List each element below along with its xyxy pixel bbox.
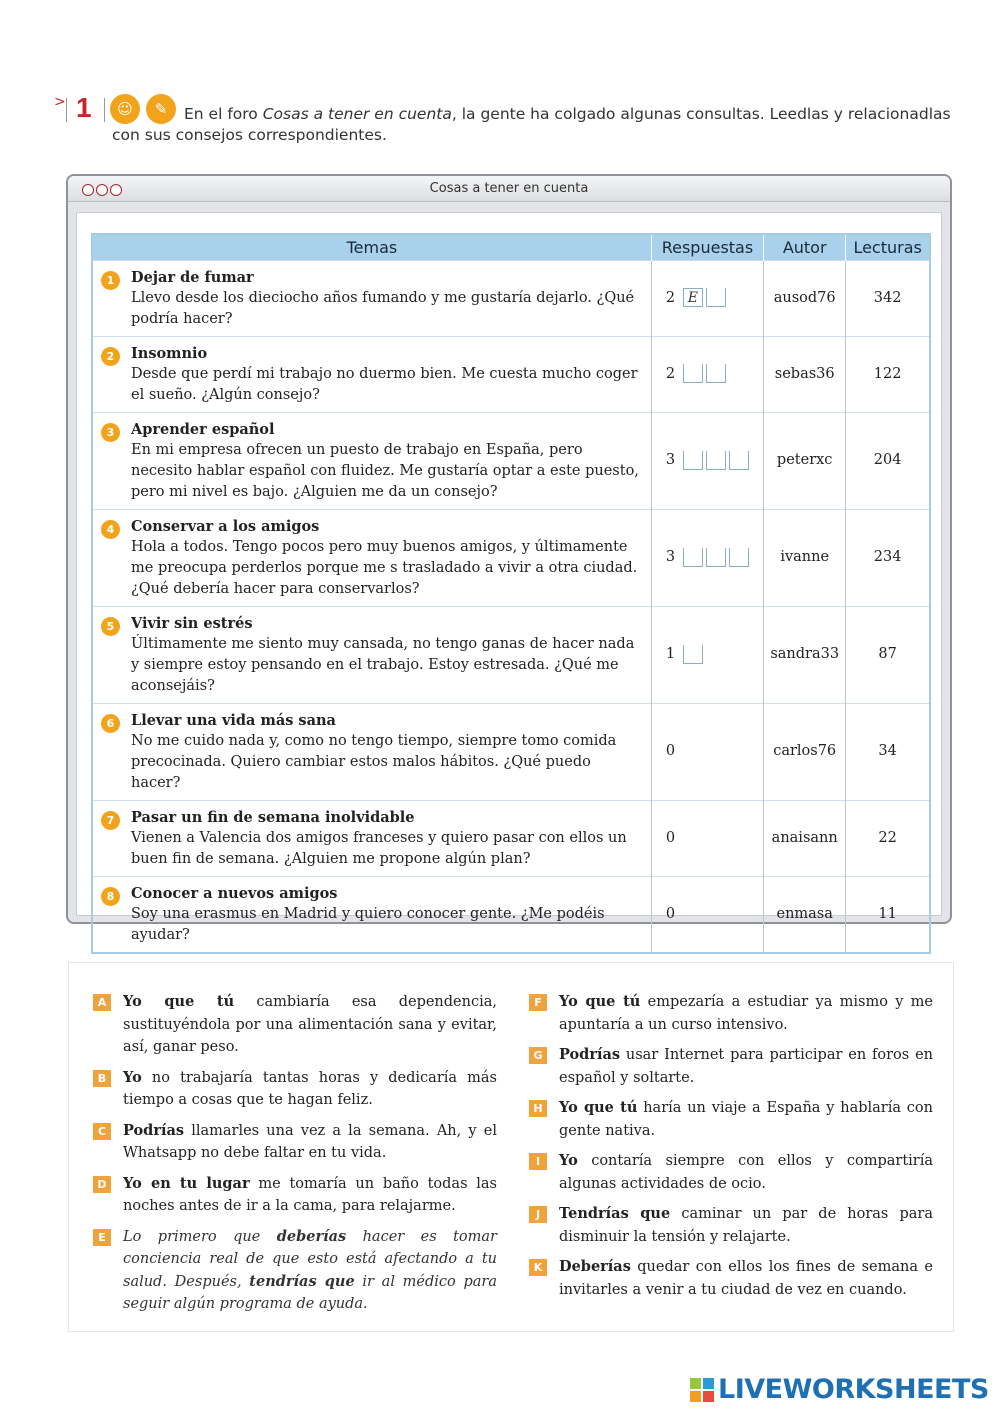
topic-body: Vienen a Valencia dos amigos franceses y quiero pasar con ellos un buen fin de semana. ¿Alguien me propone algún plan? <box>131 829 627 867</box>
pencil-icon: ✎ <box>146 94 176 124</box>
advice-text: no trabajaría tantas horas y dedicaría más tiempo a cosas que te hagan feliz. <box>123 1069 497 1108</box>
advice-text: hacer es tomar conciencia real de que esto está afectando a tu salud. Después, <box>123 1228 497 1290</box>
reads-cell: 87 <box>846 606 930 703</box>
topic-title: Insomnio <box>131 344 208 362</box>
advice-item <box>93 1067 497 1112</box>
forum-window <box>66 174 952 943</box>
answer-box[interactable] <box>683 645 703 664</box>
advice-letter-badge: A <box>93 994 111 1011</box>
answer-count: 0 <box>665 743 676 759</box>
liveworksheets-logo[interactable] <box>690 1374 990 1406</box>
advice-column-left <box>93 991 497 1324</box>
topic-number-badge: 8 <box>101 887 120 906</box>
advice-bold: Yo que tú <box>123 993 235 1010</box>
topic-cell <box>92 412 651 509</box>
header-topics: Temas <box>92 234 651 260</box>
advice-text: caminar un par de horas para disminuir la tensión y relajarte. <box>559 1206 933 1245</box>
table-row <box>92 509 930 606</box>
reads-cell: 22 <box>846 800 930 876</box>
advice-letter-badge: K <box>529 1259 547 1276</box>
advice-bold: Yo <box>123 1068 142 1086</box>
reads-cell: 11 <box>846 876 930 953</box>
header-author: Autor <box>764 234 846 260</box>
answers-cell <box>651 876 763 953</box>
answer-count: 2 <box>665 365 676 382</box>
topic-number-badge: 3 <box>101 423 120 442</box>
advice-letter-badge: J <box>529 1206 547 1223</box>
logo-text: LIVEWORKSHEETS <box>718 1374 989 1405</box>
topic-title: Llevar una vida más sana <box>131 711 336 729</box>
advice-example-item <box>93 1226 497 1316</box>
answer-box[interactable] <box>683 364 703 383</box>
advice-panel <box>68 962 954 1332</box>
topic-cell <box>92 509 651 606</box>
table-header-row <box>92 234 930 260</box>
author-cell: peterxc <box>764 412 846 509</box>
header-answers: Respuestas <box>651 234 763 260</box>
topic-body: Desde que perdí mi trabajo no duermo bien. Me cuesta mucho coger el sueño. ¿Algún consejo? <box>131 365 638 403</box>
answers-cell <box>651 703 763 800</box>
logo-mark-icon <box>690 1378 714 1402</box>
reads-cell: 342 <box>846 260 930 336</box>
advice-bold: Tendrías que <box>559 1205 671 1222</box>
table-row <box>92 412 930 509</box>
topic-body: Últimamente me siento muy cansada, no tengo ganas de hacer nada y siempre estoy pensando en el trabajo. Estoy estresada. ¿Qué me aconsejáis? <box>131 635 635 694</box>
answers-cell <box>651 412 763 509</box>
advice-letter-badge: F <box>529 994 547 1011</box>
exercise-header <box>54 92 964 152</box>
advice-letter-badge: H <box>529 1100 547 1117</box>
table-row <box>92 260 930 336</box>
advice-item <box>529 991 933 1036</box>
answer-box[interactable] <box>729 451 749 470</box>
advice-text: ir al médico para seguir algún programa de ayuda. <box>123 1273 497 1312</box>
forum-table <box>91 233 931 954</box>
advice-bold: Podrías <box>559 1046 621 1063</box>
answer-box[interactable]: E <box>683 288 703 307</box>
exercise-instruction: En el foro Cosas a tener en cuenta, la gente ha colgado algunas consultas. Leedlas y relacionadlas con sus consejos correspondientes. <box>112 105 951 144</box>
answer-box[interactable] <box>729 548 749 567</box>
reads-cell: 34 <box>846 703 930 800</box>
author-cell: enmasa <box>764 876 846 953</box>
advice-text: cambiaría esa dependencia, sustituyéndola por una alimentación sana y evitar, así, ganar peso. <box>123 994 497 1055</box>
reads-cell: 122 <box>846 336 930 412</box>
advice-item <box>529 1150 933 1195</box>
topic-number-badge: 6 <box>101 714 120 733</box>
table-row <box>92 703 930 800</box>
author-cell: sebas36 <box>764 336 846 412</box>
advice-letter-badge: I <box>529 1153 547 1170</box>
advice-text: quedar con ellos los fines de semana e invitarles a venir a tu ciudad de vez en cuando. <box>559 1259 933 1298</box>
table-row <box>92 800 930 876</box>
advice-item <box>93 991 497 1059</box>
advice-bold: Yo en tu lugar <box>123 1174 250 1192</box>
topic-body: No me cuido nada y, como no tengo tiempo, siempre tomo comida precocinada. Quiero cambiar estos malos hábitos. ¿Qué puedo hacer? <box>131 732 617 791</box>
header-reads: Lecturas <box>846 234 930 260</box>
topic-title: Conocer a nuevos amigos <box>131 884 338 902</box>
topic-title: Aprender español <box>131 420 275 438</box>
answer-count: 0 <box>665 905 676 922</box>
advice-item <box>93 1120 497 1165</box>
speak-icon: ☺ <box>110 94 140 124</box>
answer-count: 0 <box>665 829 676 846</box>
advice-letter-badge: B <box>93 1070 111 1087</box>
advice-item <box>529 1256 933 1301</box>
topic-number-badge: 4 <box>101 520 120 539</box>
topic-cell <box>92 260 651 336</box>
advice-letter-badge: G <box>529 1047 547 1064</box>
divider <box>66 98 67 122</box>
advice-bold: Deberías <box>559 1258 631 1275</box>
answer-count: 1 <box>665 646 676 662</box>
topic-cell <box>92 703 651 800</box>
author-cell: anaisann <box>764 800 846 876</box>
topic-body: Hola a todos. Tengo pocos pero muy buenos amigos, y últimamente me preocupa perderlos porque me s trasladado a vivir a otra ciudad. ¿Qué debería hacer para conservarlos? <box>131 538 638 597</box>
advice-item <box>529 1044 933 1089</box>
answer-count: 3 <box>665 452 676 468</box>
author-cell: sandra33 <box>764 606 846 703</box>
topic-cell <box>92 606 651 703</box>
advice-letter-badge: D <box>93 1176 111 1193</box>
topic-number-badge: 5 <box>101 617 120 636</box>
topic-body: Soy una erasmus en Madrid y quiero conocer gente. ¿Me podéis ayudar? <box>131 905 605 943</box>
topic-title: Conservar a los amigos <box>131 517 320 535</box>
answer-box[interactable] <box>706 288 726 307</box>
topic-title: Vivir sin estrés <box>131 614 253 632</box>
topic-title: Dejar de fumar <box>131 268 254 286</box>
topic-body: En mi empresa ofrecen un puesto de trabajo en España, pero necesito hablar español con fluidez. Me gustaría optar a este puesto, pero mi nivel es bajo. ¿Alguien me da un consejo? <box>131 441 639 500</box>
window-titlebar <box>68 176 950 202</box>
advice-bold: Yo que tú <box>559 1099 638 1116</box>
advice-text: contaría siempre con ellos y compartiría algunas actividades de ocio. <box>559 1153 933 1192</box>
advice-letter-badge: C <box>93 1123 111 1140</box>
advice-bold: tendrías que <box>249 1272 355 1290</box>
advice-text: llamarles una vez a la semana. Ah, y el Whatsapp no debe faltar en tu vida. <box>123 1122 497 1161</box>
divider <box>104 98 105 122</box>
topic-body: Llevo desde los dieciocho años fumando y me gustaría dejarlo. ¿Qué podría hacer? <box>131 289 635 327</box>
topic-number-badge: 2 <box>101 347 120 366</box>
exercise-arrow: > <box>54 94 66 110</box>
exercise-number: 1 <box>76 92 92 123</box>
advice-bold: Podrías <box>123 1121 185 1139</box>
answer-box[interactable] <box>706 364 726 383</box>
table-row <box>92 336 930 412</box>
advice-column-right <box>529 991 933 1309</box>
author-cell: ivanne <box>764 509 846 606</box>
answer-count: 2 <box>665 289 676 306</box>
table-row <box>92 606 930 703</box>
reads-cell: 234 <box>846 509 930 606</box>
advice-bold: deberías <box>276 1227 347 1245</box>
window-body <box>76 212 942 943</box>
answers-cell <box>651 606 763 703</box>
author-cell: carlos76 <box>764 703 846 800</box>
advice-text: haría un viaje a España y hablaría con gente nativa. <box>559 1100 933 1139</box>
answer-box[interactable] <box>706 548 726 567</box>
answers-cell <box>651 800 763 876</box>
topic-cell <box>92 336 651 412</box>
answers-cell <box>651 509 763 606</box>
advice-text: usar Internet para participar en foros en español y soltarte. <box>559 1047 933 1086</box>
topic-cell <box>92 800 651 876</box>
advice-bold: Yo que tú <box>559 993 641 1010</box>
advice-item <box>93 1173 497 1218</box>
advice-text: Lo primero que <box>123 1228 277 1245</box>
topic-cell <box>92 876 651 953</box>
answer-box[interactable] <box>683 451 703 470</box>
topic-number-badge: 7 <box>101 811 120 830</box>
reads-cell: 204 <box>846 412 930 509</box>
answer-count: 3 <box>665 549 676 565</box>
table-row <box>92 876 930 953</box>
advice-bold: Yo <box>559 1152 578 1169</box>
topic-title: Pasar un fin de semana inolvidable <box>131 808 415 826</box>
answer-box[interactable] <box>706 451 726 470</box>
advice-text: empezaría a estudiar ya mismo y me apuntaría a un curso intensivo. <box>559 994 933 1033</box>
advice-item <box>529 1203 933 1248</box>
answer-box[interactable] <box>683 548 703 567</box>
topic-number-badge: 1 <box>101 271 120 290</box>
window-title: Cosas a tener en cuenta <box>429 181 589 196</box>
answers-cell <box>651 260 763 336</box>
author-cell: ausod76 <box>764 260 846 336</box>
advice-item <box>529 1097 933 1142</box>
advice-text: me tomaría un baño todas las noches antes de ir a la cama, para relajarme. <box>123 1175 497 1214</box>
advice-letter-badge: E <box>93 1229 111 1246</box>
answers-cell <box>651 336 763 412</box>
